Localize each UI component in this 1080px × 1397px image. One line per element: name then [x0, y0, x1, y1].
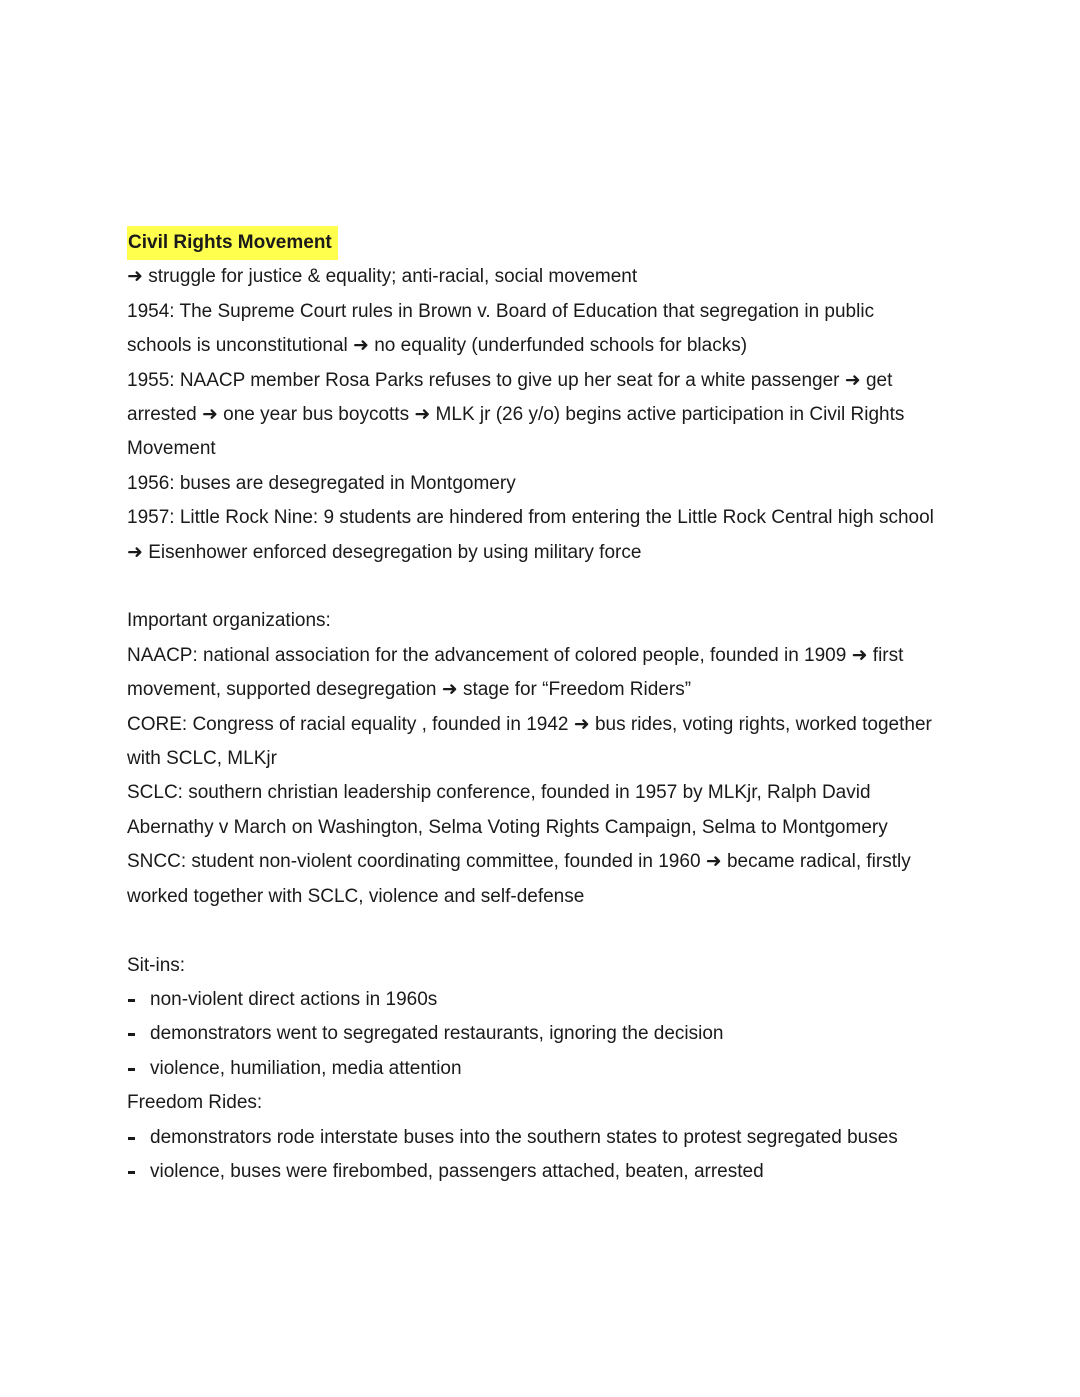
document-body [127, 226, 967, 1189]
organizations-heading: Important organizations: [127, 610, 331, 632]
timeline-line: Movement [127, 438, 216, 460]
freedom-rides-bullet-item: violence, buses were firebombed, passengers attached, beaten, arrested [127, 1155, 967, 1189]
intro-line: ➜ struggle for justice & equality; anti-racial, social movement [127, 266, 638, 288]
organization-line: movement, supported desegregation ➜ stage for “Freedom Riders” [127, 679, 692, 701]
organization-line: Abernathy v March on Washington, Selma Voting Rights Campaign, Selma to Montgomery [127, 816, 888, 838]
title-line [127, 226, 967, 260]
timeline-line: arrested ➜ one year bus boycotts ➜ MLK jr (26 y/o) begins active participation in Civil Rights [127, 404, 905, 426]
sit-ins-bullet-item: violence, humiliation, media attention [127, 1052, 967, 1086]
sit-ins-bullet-item: demonstrators went to segregated restaurants, ignoring the decision [127, 1017, 967, 1051]
organization-line: NAACP: national association for the advancement of colored people, founded in 1909 ➜ first [127, 644, 904, 666]
timeline-line: 1954: The Supreme Court rules in Brown v. Board of Education that segregation in public [127, 300, 875, 322]
page-title: Civil Rights Movement [127, 226, 338, 260]
sit-ins-heading: Sit-ins: [127, 954, 186, 976]
section-gap [127, 570, 967, 604]
organization-line: worked together with SCLC, violence and self-defense [127, 885, 585, 907]
organization-line: SNCC: student non-violent coordinating committee, founded in 1960 ➜ became radical, firstly [127, 851, 911, 873]
timeline-line: 1955: NAACP member Rosa Parks refuses to give up her seat for a white passenger ➜ get [127, 369, 893, 391]
organization-line: CORE: Congress of racial equality , founded in 1942 ➜ bus rides, voting rights, worked together [127, 713, 932, 735]
sit-ins-bullet-item: non-violent direct actions in 1960s [127, 983, 967, 1017]
freedom-rides-bullet-item: demonstrators rode interstate buses into the southern states to protest segregated buses [127, 1121, 967, 1155]
freedom-rides-heading: Freedom Rides: [127, 1092, 263, 1114]
timeline-line: 1956: buses are desegregated in Montgomery [127, 472, 516, 494]
organization-line: SCLC: southern christian leadership conference, founded in 1957 by MLKjr, Ralph David [127, 782, 871, 804]
timeline-line: schools is unconstitutional ➜ no equality (underfunded schools for blacks) [127, 335, 748, 357]
organization-line: with SCLC, MLKjr [127, 748, 277, 770]
timeline-line: 1957: Little Rock Nine: 9 students are hindered from entering the Little Rock Central high school [127, 507, 934, 529]
section-gap [127, 914, 967, 948]
timeline-line: ➜ Eisenhower enforced desegregation by using military force [127, 541, 642, 563]
